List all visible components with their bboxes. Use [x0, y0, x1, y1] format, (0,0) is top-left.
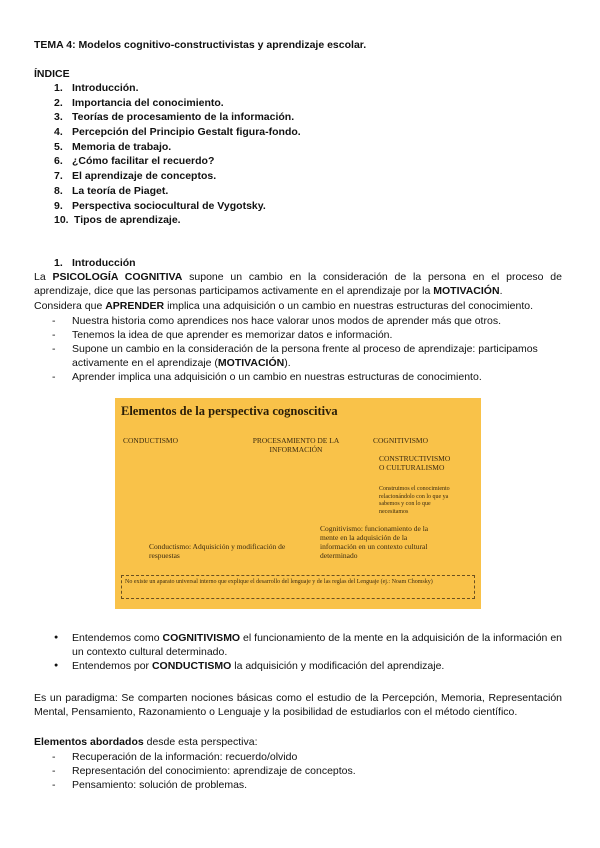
figure-constructivismo-desc: Construimos el conocimiento relacionándolo con lo que ya sabemos y con lo que necesitamos	[379, 486, 450, 515]
intro-dash-list	[52, 314, 562, 384]
toc-item[interactable]: 10. Tipos de aprendizaje.	[54, 214, 181, 227]
figure-label-procesamiento: PROCESAMIENTO DE LA INFORMACIÓN	[252, 436, 340, 454]
figure-conductismo-desc: Conductismo: Adquisición y modificación de respuestas	[149, 542, 286, 560]
list-item: - Tenemos la idea de que aprender es memorizar datos e información.	[52, 328, 562, 342]
figure-label-cognitivismo: COGNITIVISMO	[373, 436, 428, 445]
list-item: ● Entendemos por CONDUCTISMO la adquisición y modificación del aprendizaje.	[52, 659, 562, 673]
list-item: - Aprender implica una adquisición o un cambio en nuestras estructuras de conocimiento.	[52, 370, 562, 384]
list-item: - Nuestra historia como aprendices nos hace valorar unos modos de aprender más que otros.	[52, 314, 562, 328]
paradigm-paragraph: Es un paradigma: Se comparten nociones básicas como el estudio de la Percepción, Memoria, Representación Mental, Pensamiento, Razonamiento o Lenguaje y la posibilidad de estudiarlos con el método científico.	[34, 692, 562, 718]
elements-dash-list	[52, 750, 562, 792]
cognitive-perspective-figure	[115, 398, 481, 609]
section-heading-introduccion: 1. Introducción	[54, 257, 136, 269]
toc-item[interactable]: 5. Memoria de trabajo.	[54, 140, 172, 153]
list-item: - Recuperación de la información: recuerdo/olvido	[52, 750, 562, 764]
toc-item[interactable]: 1. Introducción.	[54, 82, 139, 94]
figure-label-constructivismo: CONSTRUCTIVISMO O CULTURALISMO	[379, 454, 451, 472]
list-item: - Representación del conocimiento: aprendizaje de conceptos.	[52, 764, 562, 778]
figure-label-conductismo: CONDUCTISMO	[123, 436, 179, 445]
index-heading: ÍNDICE	[34, 68, 70, 80]
toc-item[interactable]: 9. Perspectiva sociocultural de Vygotsky.	[54, 199, 266, 212]
toc-item[interactable]: 4. Percepción del Principio Gestalt figura-fondo.	[54, 126, 301, 139]
document-title: TEMA 4: Modelos cognitivo-constructivistas y aprendizaje escolar.	[34, 39, 367, 51]
table-of-contents	[54, 81, 301, 228]
list-item: - Supone un cambio en la consideración de la persona frente al proceso de aprendizaje: participamos activamente en el aprendizaje (MOTIVACIÓN).	[52, 342, 562, 370]
aprender-paragraph: Considera que APRENDER implica una adquisición o un cambio en nuestras estructuras del conocimiento.	[34, 300, 534, 312]
list-item: - Pensamiento: solución de problemas.	[52, 778, 562, 792]
figure-title: Elementos de la perspectiva cognoscitiva	[121, 404, 338, 418]
figure-cognitivismo-desc: Cognitivismo: funcionamiento de la mente en la adquisición de la información en un contexto cultural determinado	[320, 524, 429, 560]
toc-item[interactable]: 7. El aprendizaje de conceptos.	[54, 170, 217, 183]
toc-item[interactable]: 8. La teoría de Piaget.	[54, 184, 169, 197]
figure-note: No existe un aparato universal interno que explique el desarrollo del lenguaje y de las reglas del Lenguaje (ej.: Noam Chomsky)	[125, 579, 433, 585]
definition-bullets	[52, 631, 562, 673]
toc-item[interactable]: 6. ¿Cómo facilitar el recuerdo?	[54, 155, 215, 168]
intro-paragraph: La PSICOLOGÍA COGNITIVA supone un cambio en la consideración de la persona en el proceso de aprendizaje, dice que las personas participamos activamente en el aprendizaje por la MOTIVACIÓN.	[34, 271, 562, 297]
toc-item[interactable]: 3. Teorías de procesamiento de la información.	[54, 111, 295, 124]
toc-item[interactable]: 2. Importancia del conocimiento.	[54, 96, 224, 109]
list-item: ● Entendemos como COGNITIVISMO el funcionamiento de la mente en la adquisición de la información en un contexto cultural determinado.	[52, 631, 562, 659]
elements-heading: Elementos abordados desde esta perspectiva:	[34, 736, 258, 748]
